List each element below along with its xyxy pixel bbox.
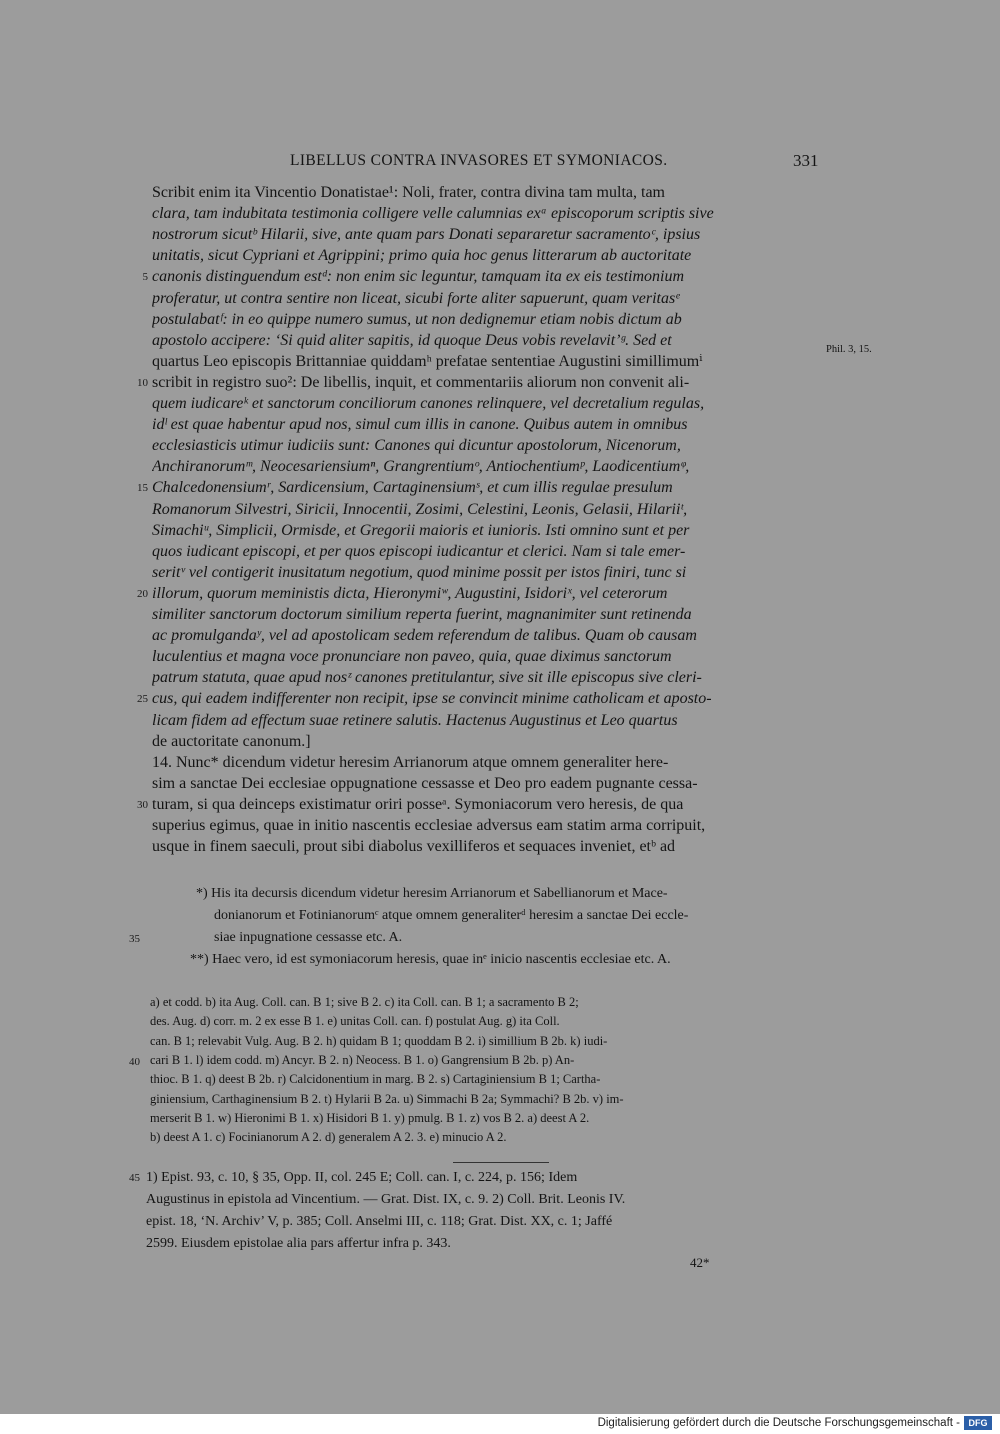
line-number: 40 (129, 1055, 140, 1068)
text-line: patrum statuta, quae apud nosᶻ canones pretitulantur, sive sit ille episcopus sive cleri- (152, 669, 702, 687)
text-line: Anchiranorumᵐ, Neocesariensiumⁿ, Grangrentiumᵒ, Antiochentiumᵖ, Laodicentiumᵠ, (152, 458, 690, 476)
text-line: clara, tam indubitata testimonia colligere velle calumnias exᵃ episcoporum scriptis sive (152, 205, 714, 223)
text-line: ecclesiasticis utimur iudiciis sunt: Canones qui dicuntur apostolorum, Nicenorum, (152, 437, 681, 455)
text-line: quos iudicant episcopi, et per quos episcopi iudicantur et clerici. Nam si tale emer- (152, 542, 686, 560)
text-line: donianorum et Fotinianorumᶜ atque omnem generaliterᵈ heresim a sanctae Dei eccle- (214, 908, 689, 923)
text-line: cus, qui eadem indifferenter non recipit, ipse se convincit minime catholicam et aposto- (152, 690, 712, 708)
line-number: 10 (137, 376, 148, 389)
text-line: similiter sanctorum doctorum similium reperta fuerint, magnanimiter sunt retinenda (152, 606, 692, 623)
text-line: b) deest A 1. c) Focinianorum A 2. d) generalem A 2. 3. e) minucio A 2. (150, 1130, 507, 1145)
text-line: luculentius et magna voce pronunciare non paveo, quia, quae diximus sanctorum (152, 648, 672, 666)
text-line: idˡ est quae habentur apud nos, simul cum illis in canone. Quibus autem in omnibus (152, 416, 688, 434)
text-line: Scribit enim ita Vincentio Donatistae¹: Noli, frater, contra divina tam multa, tam (152, 184, 665, 201)
text-line: 14. Nunc* dicendum videtur heresim Arrianorum atque omnem generaliter here- (152, 753, 669, 771)
text-line: **) Haec vero, id est symoniacorum heresis, quae inᵉ inicio nascentis ecclesiae etc. A. (190, 952, 671, 967)
separator-rule (453, 1162, 549, 1163)
margin-note: Phil. 3, 15. (826, 344, 872, 355)
text-line: quartus Leo episcopis Brittanniae quiddamʰ prefatae sententiae Augustini simillimumⁱ (152, 352, 703, 370)
text-line: giniensium, Carthaginensium B 2. t) Hylarii B 2a. u) Simmachi B 2a; Symmachi? B 2b. v) im- (150, 1091, 624, 1106)
text-line: des. Aug. d) corr. m. 2 ex esse B 1. e) unitas Coll. can. f) postulat Aug. g) ita Coll. (150, 1014, 560, 1029)
line-number: 15 (137, 482, 148, 495)
text-line: Augustinus in epistola ad Vincentium. — Grat. Dist. IX, c. 9. 2) Coll. Brit. Leonis IV. (146, 1192, 626, 1207)
text-line: licam fidem ad effectum suae retinere salutis. Hactenus Augustinus et Leo quartus (152, 711, 678, 729)
text-line: a) et codd. b) ita Aug. Coll. can. B 1; sive B 2. c) ita Coll. can. B 1; a sacramento B 2; (150, 995, 579, 1009)
text-line: 1) Epist. 93, c. 10, § 35, Opp. II, col. 245 E; Coll. can. I, c. 224, p. 156; Idem (146, 1170, 578, 1185)
line-number: 20 (137, 587, 148, 600)
text-line: thioc. B 1. q) deest B 2b. r) Calcidonentium in marg. B 2. s) Cartaginiensium B 1; Carthа- (150, 1072, 601, 1087)
footer-bar (0, 1414, 1000, 1434)
text-line: epist. 18, ‘N. Archiv’ V, p. 385; Coll. Anselmi III, c. 118; Grat. Dist. XX, c. 1; Jaffé (146, 1214, 613, 1229)
dfg-logo[interactable]: DFG (964, 1416, 992, 1430)
running-head: LIBELLUS CONTRA INVASORES ET SYMONIACOS. (290, 152, 668, 169)
line-number: 45 (129, 1172, 140, 1184)
text-line: apostolo accipere: ‘Si quid aliter sapitis, id quoque Deus vobis revelavit’ᵍ. Sed et (152, 331, 672, 349)
line-number: 30 (137, 798, 148, 811)
text-line: merserit B 1. w) Hieronimi B 1. x) Hisidori B 1. y) pmulg. B 1. z) vos B 2. a) deest A 2. (150, 1110, 590, 1125)
text-line: turam, si qua deinceps existimatur oriri posseᵃ. Symoniacorum vero heresis, de qua (152, 795, 684, 813)
text-line: canonis distinguendum estᵈ: non enim sic leguntur, tamquam ita ex eis testimonium (152, 268, 685, 286)
signature-mark: 42* (690, 1255, 710, 1270)
text-line: can. B 1; relevabit Vulg. Aug. B 2. h) quidam B 1; quoddam B 2. i) simillium B 2b. k) iudi- (150, 1033, 608, 1048)
text-line: Romanorum Silvestri, Siricii, Innocentii, Zosimi, Celestini, Leonis, Gelasii, Hilariiᵗ, (152, 500, 688, 518)
text-line: ac promulgandaʸ, vel ad apostolicam sedem referendum de talibus. Quam ob causam (152, 627, 697, 645)
text-line: seritᵛ vel contigerit inusitatum negotium, quod minime possit per istos finiri, tunc si (152, 563, 687, 581)
text-line: proferatur, ut contra sentire non liceat, sicubi forte aliter sapuerunt, quam veritasᵉ (152, 289, 680, 307)
text-line: siae inpugnatione cessasse etc. A. (214, 930, 403, 945)
text-line: cari B 1. l) idem codd. m) Ancyr. B 2. n) Neocess. B 1. o) Gangrensium B 2b. p) An- (150, 1052, 575, 1067)
text-line: quem iudicareᵏ et sanctorum conciliorum canones relinquere, vel decretalium regulas, (152, 395, 705, 412)
line-number: 25 (137, 693, 148, 706)
page-number: 331 (793, 151, 819, 170)
text-line: illorum, quorum meministis dicta, Hieronymiʷ, Augustini, Isidoriˣ, vel ceterorum (152, 584, 668, 602)
text-line: usque in finem saeculi, prout sibi diabolus vexilliferos et sequaces inveniet, etᵇ ad (152, 838, 676, 856)
text-line: Simachiᵘ, Simplicii, Ormisde, et Gregorii maioris et iunioris. Isti omnino sunt et per (152, 521, 690, 539)
line-number: 35 (129, 933, 140, 945)
text-line: nostrorum sicutᵇ Hilarii, sive, ante quam pars Donati separaretur sacramentoᶜ, ipsius (152, 226, 701, 244)
text-line: Chalcedonensiumʳ, Sardicensium, Cartaginensiumˢ, et cum illis regulae presulum (152, 479, 673, 497)
text-line: *) His ita decursis dicendum videtur heresim Arrianorum et Sabellianorum et Mace- (196, 886, 668, 901)
text-line: unitatis, sicut Cypriani et Agrippini; primo quia hoc genus litterarum ab auctoritate (152, 247, 692, 265)
funding-notice: Digitalisierung gefördert durch die Deutsche Forschungsgemeinschaft - (597, 1417, 960, 1429)
line-number: 5 (142, 271, 148, 284)
text-line: superius egimus, quae in initio nascentis ecclesiae adversus eam statim arma corripuit, (152, 817, 706, 834)
text-line: scribit in registro suo²: De libellis, inquit, et commentariis aliorum non convenit ali- (152, 373, 690, 391)
text-line: de auctoritate canonum.] (152, 732, 311, 750)
text-line: postulabatᶠ: in eo quippe numero sumus, ut non dedignemur etiam nobis dictum ab (152, 310, 682, 328)
text-line: sim a sanctae Dei ecclesiae oppugnatione cessasse et Deo pro eadem pugnante cessa- (152, 774, 698, 792)
text-line: 2599. Eiusdem epistolae alia pars affertur infra p. 343. (146, 1236, 451, 1251)
